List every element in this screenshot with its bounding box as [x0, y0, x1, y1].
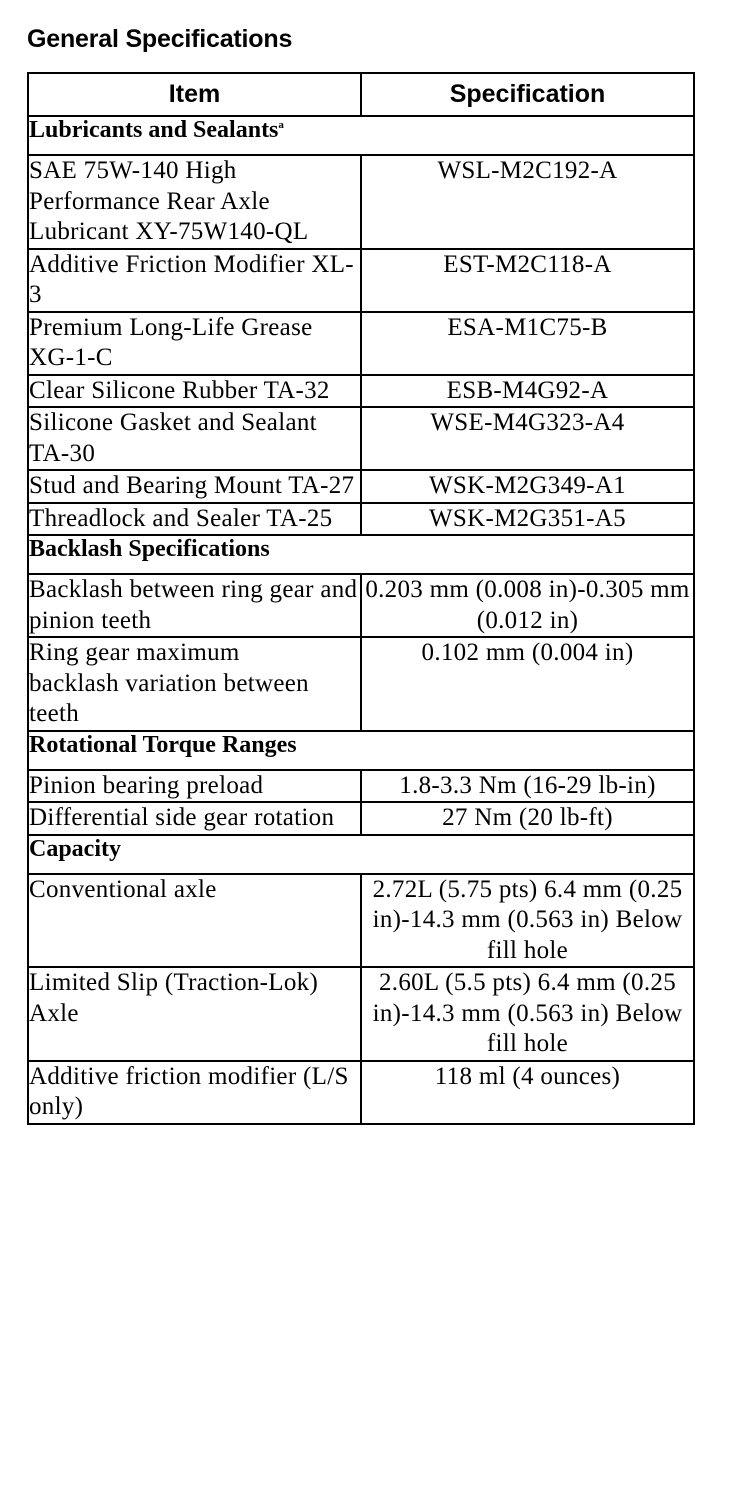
item-cell: Additive friction modifier (L/S only)	[28, 1061, 361, 1124]
item-cell: SAE 75W-140 High Performance Rear Axle Lubricant XY-75W140-QL	[28, 155, 361, 249]
spec-cell: EST-M2C118-A	[361, 249, 694, 312]
spec-cell: 2.60L (5.5 pts) 6.4 mm (0.25 in)-14.3 mm (0.563 in) Below fill hole	[361, 967, 694, 1061]
spec-cell: 2.72L (5.75 pts) 6.4 mm (0.25 in)-14.3 mm (0.563 in) Below fill hole	[361, 874, 694, 968]
table-row	[28, 1061, 694, 1124]
header-row	[28, 73, 694, 116]
table-row	[28, 802, 694, 835]
spec-cell: 1.8-3.3 Nm (16-29 lb-in)	[361, 770, 694, 803]
page-title: General Specifications	[27, 25, 293, 53]
spec-cell: WSE-M4G323-A4	[361, 407, 694, 470]
spec-cell: 118 ml (4 ounces)	[361, 1061, 694, 1124]
table-row	[28, 312, 694, 375]
item-cell: Silicone Gasket and Sealant TA-30	[28, 407, 361, 470]
section-header-row	[28, 835, 694, 874]
spec-cell: 0.102 mm (0.004 in)	[361, 637, 694, 731]
section-title: Rotational Torque Ranges	[28, 731, 694, 770]
item-cell: Ring gear maximum backlash variation between teeth	[28, 637, 361, 731]
specifications-table	[27, 72, 695, 1125]
table-row	[28, 249, 694, 312]
table-row	[28, 874, 694, 968]
table-row	[28, 407, 694, 470]
section-header-row	[28, 731, 694, 770]
section-header-row	[28, 116, 694, 155]
item-cell: Differential side gear rotation	[28, 802, 361, 835]
table-row	[28, 770, 694, 803]
table-row	[28, 375, 694, 408]
spec-cell: WSK-M2G351-A5	[361, 503, 694, 536]
section-header-row	[28, 535, 694, 574]
table-row	[28, 470, 694, 503]
item-cell: Premium Long-Life Grease XG-1-C	[28, 312, 361, 375]
item-cell: Backlash between ring gear and pinion teeth	[28, 574, 361, 637]
item-cell: Clear Silicone Rubber TA-32	[28, 375, 361, 408]
section-title: Backlash Specifications	[28, 535, 694, 574]
item-cell: Stud and Bearing Mount TA-27	[28, 470, 361, 503]
specification-column-header: Specification	[361, 73, 694, 116]
section-title-text: Lubricants and Sealants	[29, 117, 279, 143]
item-cell: Limited Slip (Traction-Lok) Axle	[28, 967, 361, 1061]
spec-cell: ESB-M4G92-A	[361, 375, 694, 408]
spec-cell: ESA-M1C75-B	[361, 312, 694, 375]
item-cell: Pinion bearing preload	[28, 770, 361, 803]
table-row	[28, 967, 694, 1061]
item-cell: Conventional axle	[28, 874, 361, 968]
item-column-header: Item	[28, 73, 361, 116]
spec-cell: 27 Nm (20 lb-ft)	[361, 802, 694, 835]
table-row	[28, 574, 694, 637]
table-row	[28, 155, 694, 249]
table-row	[28, 503, 694, 536]
item-cell: Additive Friction Modifier XL-3	[28, 249, 361, 312]
spec-cell: 0.203 mm (0.008 in)-0.305 mm (0.012 in)	[361, 574, 694, 637]
spec-cell: WSK-M2G349-A1	[361, 470, 694, 503]
table-row	[28, 637, 694, 731]
footnote-marker: a	[278, 119, 284, 131]
item-cell: Threadlock and Sealer TA-25	[28, 503, 361, 536]
section-title	[28, 116, 694, 155]
section-title: Capacity	[28, 835, 694, 874]
spec-cell: WSL-M2C192-A	[361, 155, 694, 249]
